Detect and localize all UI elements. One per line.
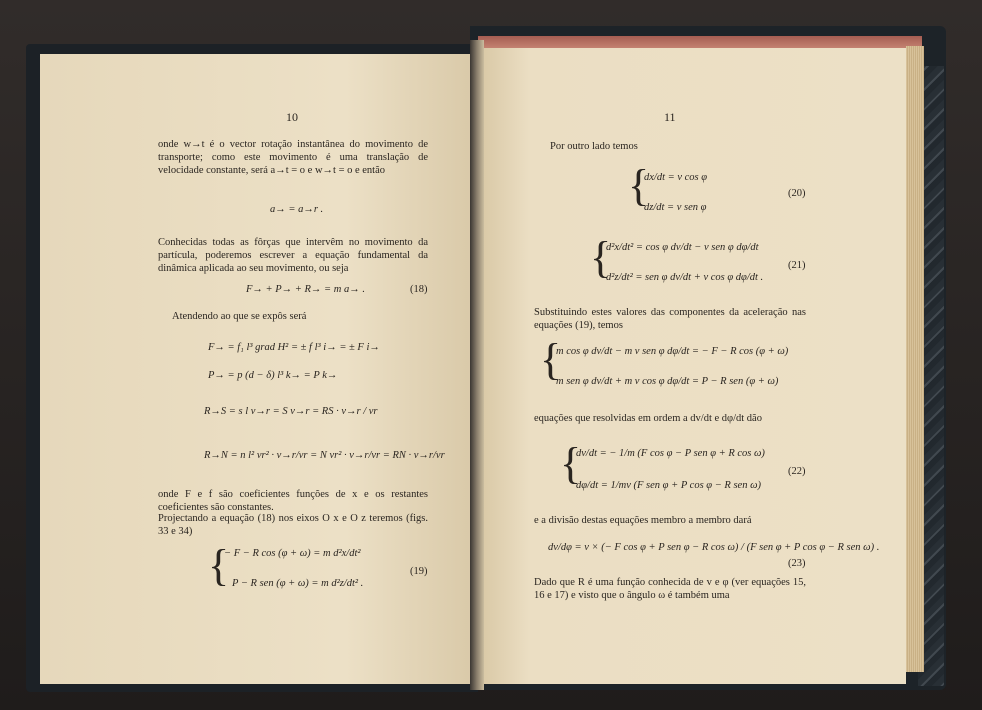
equation-number: (18) bbox=[410, 284, 428, 295]
brace: { bbox=[590, 233, 612, 282]
brace: { bbox=[208, 541, 230, 590]
page-number: 10 bbox=[286, 110, 298, 124]
equation: m sen φ dv/dt + m v cos φ dφ/dt = P − R sen (φ + ω) bbox=[556, 376, 779, 387]
equation-21a: d²x/dt² = cos φ dv/dt − v sen φ dφ/dt bbox=[606, 242, 759, 253]
book-gutter bbox=[470, 40, 484, 690]
equation-number: (21) bbox=[788, 260, 806, 271]
equation-20a: dx/dt = v cos φ bbox=[644, 172, 708, 183]
paragraph: Dado que R é uma função conhecida de v e φ (ver equações 15, 16 e 17) e visto que o ângulo ω é também uma bbox=[534, 577, 806, 601]
equation: m cos φ dv/dt − m v sen φ dφ/dt = − F − R cos (φ + ω) bbox=[556, 346, 789, 357]
equation: P→ = p (d − δ) l³ k→ = P k→ bbox=[208, 370, 338, 381]
page-stack-edge bbox=[906, 46, 924, 672]
equation-22a: dv/dt = − 1/m (F cos φ − P sen φ + R cos ω) bbox=[576, 448, 765, 459]
paragraph: onde F e f são coeficientes funções de x e os restantes coeficientes são constantes. bbox=[158, 489, 428, 513]
paragraph: onde w→t é o vector rotação instantânea do movimento de transporte; como este movimento é uma translação de velocidade constante, será a→t = o e w→t = o e então bbox=[158, 139, 428, 176]
paragraph: Projectando a equação (18) nos eixos O x e O z teremos (figs. 33 e 34) bbox=[158, 513, 428, 537]
page-number: 11 bbox=[664, 110, 676, 124]
equation: R→S = s l v→r = S v→r = RS · v→r / vr bbox=[204, 406, 378, 417]
brace: { bbox=[540, 335, 562, 384]
equation-20b: dz/dt = v sen φ bbox=[644, 202, 707, 213]
equation-22b: dφ/dt = 1/mv (F sen φ + P cos φ − R sen ω) bbox=[576, 480, 762, 491]
equation-19b: P − R sen (φ + ω) = m d²z/dt² . bbox=[232, 578, 364, 589]
paragraph: e a divisão destas equações membro a membro dará bbox=[534, 515, 752, 526]
paragraph: Por outro lado temos bbox=[550, 141, 638, 152]
equation-number: (20) bbox=[788, 188, 806, 199]
paragraph: Substituindo estes valores das componentes da aceleração nas equações (19), temos bbox=[534, 307, 806, 331]
equation-18: F→ + P→ + R→ = m a→ . bbox=[246, 284, 365, 295]
brace: { bbox=[560, 439, 582, 488]
equation-19a: − F − R cos (φ + ω) = m d²x/dt² bbox=[224, 548, 361, 559]
left-page bbox=[40, 54, 476, 684]
paragraph: equações que resolvidas em ordem a dv/dt e dφ/dt dão bbox=[534, 413, 762, 424]
brace: { bbox=[628, 161, 650, 210]
equation: R→N = n l² vr² · v→r/vr = N vr² · v→r/vr = RN · v→r/vr bbox=[204, 450, 445, 461]
equation: F→ = f₁ l³ grad H² = ± f l³ i→ = ± F i→ bbox=[208, 342, 380, 353]
right-page bbox=[478, 48, 906, 684]
equation: a→ = a→r . bbox=[270, 204, 324, 215]
equation-21b: d²z/dt² = sen φ dv/dt + v cos φ dφ/dt . bbox=[606, 272, 764, 283]
equation-number: (23) bbox=[788, 558, 806, 569]
paragraph: Atendendo ao que se expôs será bbox=[172, 311, 307, 322]
paragraph: Conhecidas todas as fôrças que intervêm no movimento da partícula, poderemos escrever a equação fundamental da dinâmica aplicada ao seu movimento, ou seja bbox=[158, 237, 428, 274]
equation-number: (22) bbox=[788, 466, 806, 477]
equation-number: (19) bbox=[410, 566, 428, 577]
equation-23: dv/dφ = v × (− F cos φ + P sen φ − R cos ω) / (F sen φ + P cos φ − R sen ω) . bbox=[548, 542, 880, 553]
